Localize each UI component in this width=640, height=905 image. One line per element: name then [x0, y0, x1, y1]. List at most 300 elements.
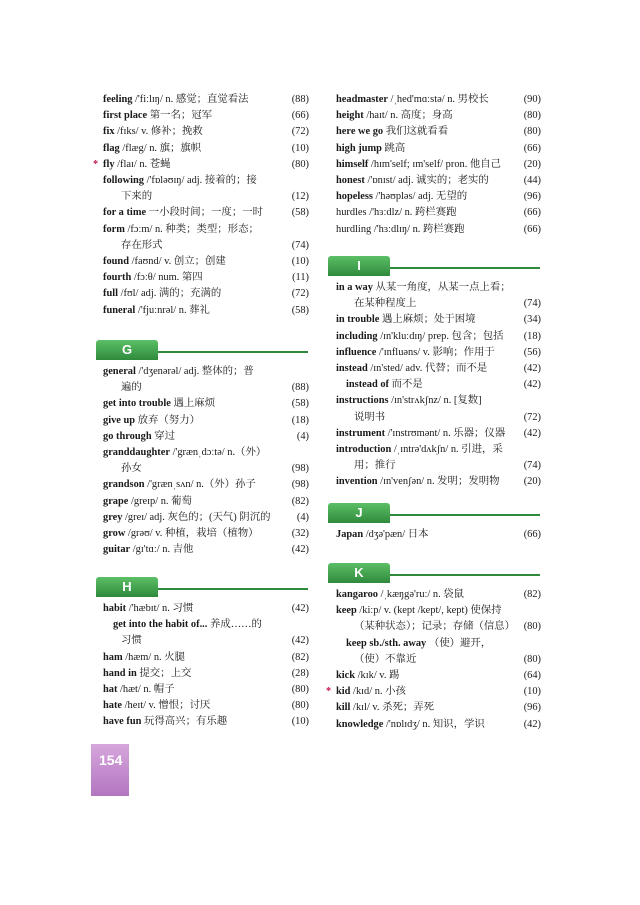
unit-reference: (80) — [523, 653, 541, 665]
definition: /'ɒnɪst/ adj. 诚实的；老实的 — [364, 175, 489, 187]
unit-reference: (10) — [291, 716, 309, 728]
definition: /greɪp/ n. 葡萄 — [128, 495, 192, 507]
word-entry — [103, 364, 309, 396]
unit-reference: (58) — [291, 304, 309, 316]
unit-reference: (64) — [523, 670, 541, 682]
entry-line — [336, 92, 515, 108]
unit-reference: (90) — [523, 94, 541, 105]
word-entry — [336, 312, 541, 328]
word-entry — [336, 474, 541, 490]
entry-line — [103, 698, 283, 714]
unit-reference: (56) — [523, 346, 541, 358]
unit-reference: (96) — [523, 702, 541, 714]
entry-line — [103, 601, 283, 617]
unit-reference: (44) — [523, 175, 541, 187]
word-entry — [336, 92, 541, 108]
word-entry — [103, 666, 309, 682]
section-letter: G — [96, 340, 158, 360]
definition: /hæm/ n. 火腿 — [122, 651, 185, 663]
entry-line — [336, 684, 515, 700]
entry-line — [336, 527, 515, 543]
unit-reference: (42) — [291, 603, 309, 614]
definition: 玩得高兴；有乐趣 — [141, 716, 228, 728]
definition: /ɪn'sted/ adv. 代替；而不是 — [367, 363, 488, 375]
word-entry — [336, 108, 541, 124]
entry-line — [103, 270, 283, 286]
definition: /'hɜːdlz/ n. 跨栏赛跑 — [366, 207, 457, 219]
headword: following — [103, 175, 144, 187]
definition: /haɪt/ n. 高度；身高 — [363, 110, 453, 122]
definition: 我们这就看看 — [383, 126, 449, 138]
headword: in trouble — [336, 314, 380, 326]
definition: /fɔːm/ n. 种类；类型；形态； — [124, 223, 259, 235]
unit-reference: (66) — [523, 529, 541, 540]
definition: /'grænˌdɔːtə/ n.（外） — [169, 447, 267, 459]
entry-line — [103, 157, 283, 173]
word-entry — [103, 222, 309, 254]
headword: influence — [336, 346, 377, 358]
headword: Japan — [336, 529, 364, 540]
definition: /fɔːθ/ num. 第四 — [131, 272, 203, 284]
unit-reference: (80) — [523, 110, 541, 122]
word-entry — [103, 682, 309, 698]
headword: kick — [336, 670, 356, 682]
word-entry — [103, 429, 309, 445]
word-entry — [103, 205, 309, 221]
i-block — [336, 280, 541, 491]
j-entry-list — [336, 527, 541, 543]
entry-line — [336, 700, 515, 716]
entry-line — [336, 280, 515, 296]
headword: granddaughter — [103, 447, 170, 459]
word-entry — [326, 684, 541, 700]
unit-reference: (74) — [523, 298, 541, 310]
unit-reference: (80) — [291, 158, 309, 170]
headword: found — [103, 256, 129, 268]
unit-reference: (42) — [523, 718, 541, 730]
word-entry — [103, 108, 309, 124]
unit-reference: (66) — [523, 142, 541, 154]
word-entry — [103, 477, 309, 493]
definition: /'grænˌsʌn/ n.（外）孙子 — [144, 479, 256, 491]
definition-continued: 下来的 — [121, 191, 153, 203]
definition: /'fɒləʊɪŋ/ adj. 接着的；接 — [144, 175, 257, 187]
headword: hopeless — [336, 191, 373, 203]
entry-line — [103, 510, 283, 526]
unit-reference: (42) — [523, 363, 541, 375]
definition-continued: （某种状态）；记录；存储（信息） — [354, 621, 516, 633]
headword: flag — [103, 142, 120, 154]
headword: full — [103, 288, 119, 300]
unit-reference: (66) — [291, 110, 309, 122]
word-entry — [336, 205, 541, 221]
definition: /'fjuːnrəl/ n. 葬礼 — [135, 304, 210, 316]
unit-reference: (42) — [291, 635, 309, 647]
definition: /fʊl/ adj. 满的；充满的 — [118, 288, 222, 300]
headword: instead of — [346, 379, 390, 391]
headword: introduction — [336, 444, 392, 456]
headword: funeral — [103, 304, 136, 316]
word-entry — [103, 413, 309, 429]
unit-reference: (28) — [291, 667, 309, 679]
section-letter: J — [328, 503, 390, 523]
definition-continued: （使）不靠近 — [354, 653, 417, 665]
definition: 一小段时间；一度；一时 — [146, 207, 263, 219]
entry-line — [103, 364, 283, 380]
unit-reference: (74) — [523, 460, 541, 472]
entry-line — [336, 345, 515, 361]
headword: keep — [336, 605, 357, 617]
definition: 跳高 — [381, 142, 406, 154]
entry-line — [103, 650, 283, 666]
headword: grow — [103, 528, 126, 540]
word-entry — [336, 442, 541, 474]
headword: get into the habit of... — [113, 619, 208, 631]
definition: 第一名；冠军 — [147, 110, 213, 122]
word-entry — [336, 329, 541, 345]
entry-line — [336, 205, 515, 221]
unit-reference: (72) — [291, 288, 309, 300]
headword: general — [103, 366, 136, 377]
definition: /kɪd/ n. 小孩 — [350, 686, 406, 698]
unit-reference: (80) — [291, 700, 309, 712]
word-entry — [336, 377, 541, 393]
entry-line — [336, 157, 515, 173]
word-entry — [336, 280, 541, 312]
word-entry — [103, 254, 309, 270]
unit-reference: (42) — [291, 544, 309, 556]
definition: /hæt/ n. 帽子 — [117, 684, 175, 696]
word-entry — [336, 222, 541, 238]
definition: /kɪl/ v. 杀死；弄死 — [350, 702, 435, 714]
star-marker: * — [326, 686, 332, 698]
word-entry — [336, 603, 541, 635]
headword: grey — [103, 511, 123, 523]
word-entry — [103, 698, 309, 714]
entry-line — [336, 377, 515, 393]
entry-line — [103, 286, 283, 302]
entry-line — [103, 477, 283, 493]
headword: hurdling — [336, 223, 372, 235]
word-entry — [93, 157, 309, 173]
entry-line — [336, 141, 515, 157]
headword: in a way — [336, 282, 373, 293]
entry-line — [336, 636, 515, 652]
definition: /kiːp/ v. (kept /kept/, kept) 使保持 — [356, 605, 502, 617]
definition-continued: 在某种程度上 — [354, 298, 417, 310]
definition: 提交；上交 — [136, 667, 192, 679]
definition: 而不是 — [389, 379, 423, 391]
entry-line — [103, 92, 283, 108]
unit-reference: (10) — [523, 686, 541, 698]
headword: kid — [336, 686, 351, 698]
definition: 遇上麻烦 — [170, 398, 216, 410]
unit-reference: (58) — [291, 398, 309, 410]
word-entry — [103, 396, 309, 412]
definition: 遇上麻烦；处于困境 — [379, 314, 476, 326]
unit-reference: (32) — [291, 528, 309, 540]
unit-reference: (88) — [291, 382, 309, 394]
section-letter: H — [96, 577, 158, 597]
k-entry-list — [326, 587, 541, 733]
unit-reference: (10) — [291, 256, 309, 268]
entry-line — [336, 124, 515, 140]
definition: 放弃（努力） — [135, 414, 200, 426]
headword: fix — [103, 126, 115, 138]
unit-reference: (4) — [296, 511, 309, 523]
unit-reference: (80) — [523, 621, 541, 633]
headword: form — [103, 223, 125, 235]
definition: /'fiːlɪŋ/ n. 感觉；直觉看法 — [132, 94, 249, 105]
word-entry — [103, 650, 309, 666]
unit-reference: (80) — [523, 126, 541, 138]
word-entry — [336, 717, 541, 733]
headword: hurdles — [336, 207, 367, 219]
unit-reference: (18) — [523, 330, 541, 342]
unit-reference: (66) — [523, 223, 541, 235]
unit-reference: (96) — [523, 191, 541, 203]
unit-reference: (82) — [291, 495, 309, 507]
word-entry — [336, 157, 541, 173]
entry-line — [336, 329, 515, 345]
word-entry — [103, 617, 309, 649]
word-entry — [103, 542, 309, 558]
entry-line — [336, 173, 515, 189]
definition: /kɪk/ v. 踢 — [355, 670, 400, 682]
unit-reference: (88) — [291, 94, 309, 105]
definition: /'ɪnstrʊmənt/ n. 乐器；仪器 — [385, 427, 506, 439]
definition: （使）避开， — [426, 637, 492, 649]
entry-line — [103, 617, 283, 633]
definition-continued: 用；推行 — [354, 460, 396, 472]
word-entry — [103, 445, 309, 477]
section-letter: I — [328, 256, 390, 276]
entry-line — [103, 682, 283, 698]
headword: get into trouble — [103, 398, 171, 410]
entry-line — [336, 474, 515, 490]
word-entry — [103, 92, 309, 108]
headword: instead — [336, 363, 368, 375]
unit-reference: (18) — [291, 414, 309, 426]
definition: /'hæbɪt/ n. 习惯 — [126, 603, 194, 614]
definition: /grəʊ/ v. 种植，栽培（植物） — [125, 528, 259, 540]
headword: instrument — [336, 427, 386, 439]
entry-line — [103, 396, 283, 412]
definition: /ˌɪntrə'dʌkʃn/ n. 引进，采 — [391, 444, 503, 456]
i-entry-list — [336, 280, 541, 491]
unit-reference: (66) — [523, 207, 541, 219]
definition: /flaɪ/ n. 苍蝇 — [114, 158, 171, 170]
entry-line — [336, 442, 515, 458]
headword: keep sb./sth. away — [346, 637, 427, 649]
definition: /'hɜːdlɪŋ/ n. 跨栏赛跑 — [371, 223, 465, 235]
right-column — [336, 92, 541, 238]
entry-line — [103, 526, 283, 542]
f-entry-list — [93, 92, 309, 319]
entry-line — [336, 717, 515, 733]
headword: instructions — [336, 395, 389, 407]
word-entry — [103, 173, 309, 205]
entry-line — [336, 108, 515, 124]
headword: fly — [103, 158, 115, 170]
entry-line — [336, 668, 515, 684]
entry-line — [103, 303, 283, 319]
unit-reference: (42) — [523, 379, 541, 391]
definition: /'həʊpləs/ adj. 无望的 — [372, 191, 468, 203]
headword: feeling — [103, 94, 133, 105]
headword: height — [336, 110, 364, 122]
entry-line — [103, 222, 283, 238]
definition: /ɪn'kluːdɪŋ/ prep. 包含；包括 — [377, 330, 504, 342]
definition: /'dʒenərəl/ adj. 整体的；普 — [135, 366, 254, 377]
entry-line — [103, 494, 283, 510]
entry-line — [336, 587, 515, 603]
headword: give up — [103, 414, 136, 426]
definition: 从某一角度，从某一点上看； — [372, 282, 511, 293]
word-entry — [103, 270, 309, 286]
entry-line — [336, 361, 515, 377]
headword: for a time — [103, 207, 147, 219]
headword: headmaster — [336, 94, 388, 105]
g-block — [103, 364, 309, 558]
definition: 穿过 — [151, 430, 175, 442]
headword: honest — [336, 175, 365, 187]
definition-continued: 说明书 — [354, 411, 386, 423]
word-entry — [103, 526, 309, 542]
entry-line — [336, 222, 515, 238]
definition: /hɪm'self; ɪm'self/ pron. 他自己 — [368, 158, 502, 170]
headword: himself — [336, 158, 369, 170]
unit-reference: (58) — [291, 207, 309, 219]
definition: /ɪn'venʃən/ n. 发明；发明物 — [377, 476, 500, 488]
entry-line — [336, 312, 515, 328]
unit-reference: (42) — [523, 427, 541, 439]
word-entry — [336, 700, 541, 716]
headword: hate — [103, 700, 123, 712]
headword: hat — [103, 684, 118, 696]
definition: /faʊnd/ v. 创立；创建 — [129, 256, 226, 268]
definition: /'nɒlɪdʒ/ n. 知识，学识 — [383, 718, 485, 730]
headword: guitar — [103, 544, 131, 556]
unit-reference: (82) — [291, 651, 309, 663]
entry-line — [103, 413, 283, 429]
unit-reference: (20) — [523, 158, 541, 170]
unit-reference: (98) — [291, 479, 309, 491]
entry-line — [336, 426, 515, 442]
word-entry — [336, 189, 541, 205]
definition: /flæg/ n. 旗；旗帜 — [119, 142, 202, 154]
definition-continued: 孙女 — [121, 463, 142, 475]
headword: kill — [336, 702, 351, 714]
word-entry — [336, 587, 541, 603]
entry-line — [103, 205, 283, 221]
unit-reference: (11) — [292, 272, 309, 284]
word-entry — [103, 141, 309, 157]
unit-reference: (12) — [291, 191, 309, 203]
h-entry-list-continued — [336, 92, 541, 238]
headword: go through — [103, 430, 152, 442]
word-entry — [336, 527, 541, 543]
entry-line — [103, 714, 283, 730]
word-entry — [336, 361, 541, 377]
definition-continued: 遍的 — [121, 382, 142, 394]
word-entry — [103, 714, 309, 730]
left-column — [93, 92, 309, 319]
headword: fourth — [103, 272, 132, 284]
headword: ham — [103, 651, 123, 663]
headword: kangaroo — [336, 589, 378, 600]
unit-reference: (98) — [291, 463, 309, 475]
word-entry — [336, 426, 541, 442]
word-entry — [103, 303, 309, 319]
definition: /ɪn'strʌkʃnz/ n. [复数] — [388, 395, 482, 407]
word-entry — [336, 668, 541, 684]
entry-line — [336, 603, 515, 619]
definition: /greɪ/ adj. 灰色的；(天气) 阴沉的 — [122, 511, 271, 523]
definition: /dʒə'pæn/ 日本 — [363, 529, 429, 540]
j-block — [336, 527, 541, 543]
word-entry — [336, 173, 541, 189]
headword: here we go — [336, 126, 384, 138]
entry-line — [103, 254, 283, 270]
entry-line — [103, 666, 283, 682]
headword: have fun — [103, 716, 142, 728]
h-block — [103, 601, 309, 731]
word-entry — [103, 286, 309, 302]
unit-reference: (20) — [523, 476, 541, 488]
definition: /fɪks/ v. 修补；挽救 — [114, 126, 203, 138]
word-entry — [336, 393, 541, 425]
entry-line — [103, 542, 283, 558]
entry-line — [336, 393, 515, 409]
definition-continued: 习惯 — [121, 635, 142, 647]
entry-line — [103, 124, 283, 140]
unit-reference: (72) — [291, 126, 309, 138]
headword: first place — [103, 110, 148, 122]
definition: /ˌhed'mɑːstə/ n. 男校长 — [387, 94, 489, 105]
headword: knowledge — [336, 718, 384, 730]
star-marker: * — [93, 158, 99, 170]
headword: high jump — [336, 142, 382, 154]
headword: hand in — [103, 667, 137, 679]
word-entry — [336, 345, 541, 361]
word-entry — [336, 124, 541, 140]
page-number: 154 — [91, 744, 129, 796]
unit-reference: (4) — [296, 430, 309, 442]
section-letter: K — [328, 563, 390, 583]
definition: /ˌkæŋgə'ruː/ n. 袋鼠 — [377, 589, 465, 600]
g-entry-list — [103, 364, 309, 558]
headword: grape — [103, 495, 129, 507]
entry-line — [103, 173, 283, 189]
word-entry — [336, 636, 541, 668]
k-block — [326, 587, 541, 733]
entry-line — [103, 108, 283, 124]
unit-reference: (72) — [523, 411, 541, 423]
unit-reference: (82) — [523, 589, 541, 600]
word-entry — [336, 141, 541, 157]
unit-reference: (80) — [291, 684, 309, 696]
word-entry — [103, 494, 309, 510]
unit-reference: (74) — [291, 239, 309, 251]
headword: habit — [103, 603, 127, 614]
definition: /'ɪnfluəns/ v. 影响；作用于 — [376, 346, 495, 358]
definition: 养成……的 — [207, 619, 262, 631]
definition: /gɪ'tɑː/ n. 吉他 — [130, 544, 194, 556]
entry-line — [103, 429, 283, 445]
entry-line — [103, 141, 283, 157]
word-entry — [103, 601, 309, 617]
